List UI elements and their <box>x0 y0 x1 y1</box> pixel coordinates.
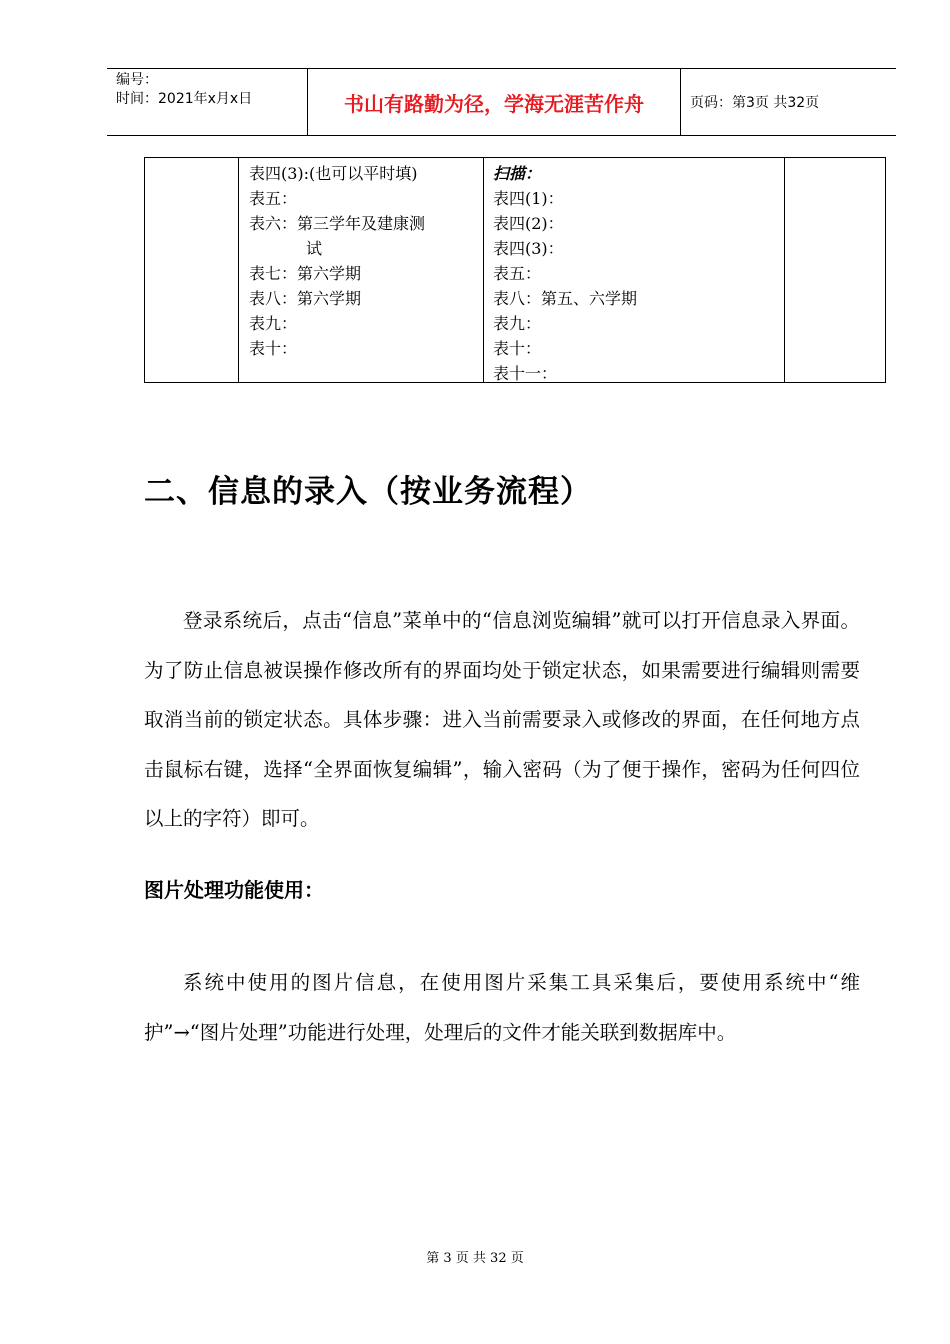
table-line: 表八：第六学期 <box>249 289 362 308</box>
page-footer: 第 3 页 共 32 页 <box>426 1251 524 1266</box>
header-page-info: 页码：第3页 共32页 <box>690 95 820 111</box>
table-line: 表八：第五、六学期 <box>493 289 638 308</box>
table-line: 表四(2)： <box>493 214 564 233</box>
table-line: 表四(3):(也可以平时填) <box>249 164 418 183</box>
subheading-image-processing: 图片处理功能使用： <box>144 878 324 902</box>
table-line: 表五： <box>249 189 298 208</box>
document-number: 编号： <box>116 72 158 88</box>
body-paragraph-image: 系统中使用的图片信息，在使用图片采集工具采集后，要使用系统中“维护”→“图片处理”功能进行处理，处理后的文件才能关联到数据库中。 <box>144 971 860 1044</box>
table-line: 表五： <box>493 264 542 283</box>
header-motto: 书山有路勤为径，学海无涯苦作舟 <box>308 69 681 135</box>
table-line: 表四(3)： <box>493 239 564 258</box>
table-line: 表十： <box>493 339 542 358</box>
section-title: 二、信息的录入（按业务流程） <box>144 474 592 510</box>
table-line: 表四(1)： <box>493 189 564 208</box>
table-cell-empty-right <box>785 158 885 382</box>
table-line: 表九： <box>493 314 542 333</box>
table-line: 表六：第三学年及建康测 <box>249 214 426 233</box>
table-line: 表十： <box>249 339 298 358</box>
table-cell-empty-left <box>145 158 239 382</box>
body-paragraph-login: 登录系统后，点击“信息”菜单中的“信息浏览编辑”就可以打开信息录入界面。为了防止信息被误操作修改所有的界面均处于锁定状态，如果需要进行编辑则需要取消当前的锁定状态。具体步骤：进入当前需要录入或修改的界面，在任何地方点击鼠标右键，选择“全界面恢复编辑”，输入密码（为了便于操作，密码为任何四位以上的字符）即可。 <box>144 609 860 830</box>
scan-title: 扫描： <box>493 164 542 183</box>
document-time: 时间：2021年x月x日 <box>116 91 253 107</box>
forms-table <box>144 157 886 383</box>
table-line: 表七：第六学期 <box>249 264 362 283</box>
table-line: 表九： <box>249 314 298 333</box>
table-line: 试 <box>306 239 323 258</box>
header-meta <box>107 69 308 135</box>
page-header <box>107 68 896 136</box>
table-cell-forms-list <box>239 158 484 382</box>
table-line: 表十一： <box>493 364 558 383</box>
table-cell-scan-list <box>484 158 785 382</box>
